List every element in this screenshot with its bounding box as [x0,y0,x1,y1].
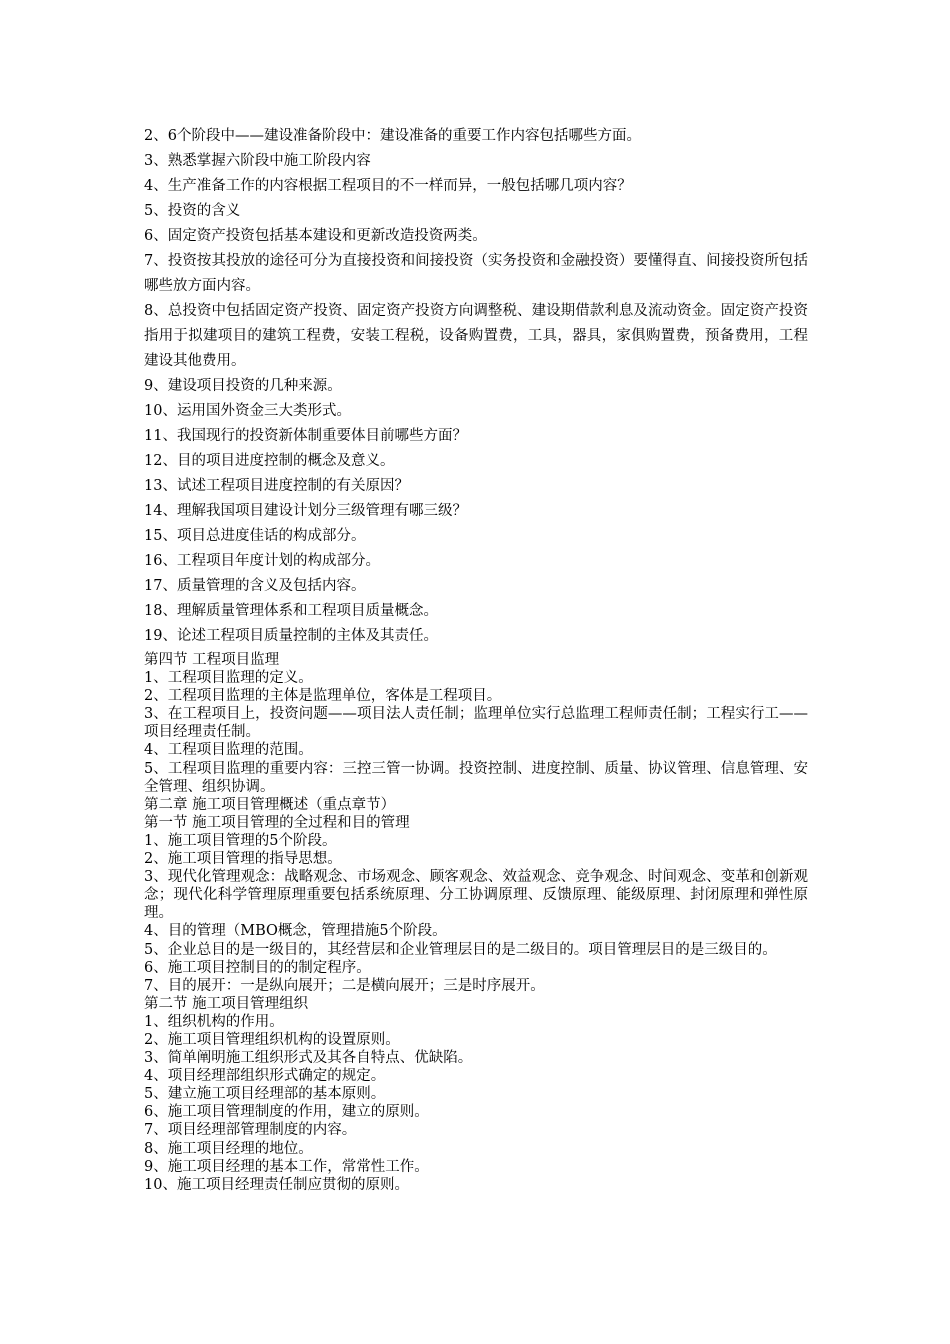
section-heading: 第二节 施工项目管理组织 [144,995,309,1012]
list-item: 17、质量管理的含义及包括内容。 [144,578,366,594]
list-item: 4、生产准备工作的内容根据工程项目的不一样而异，一般包括哪几项内容？ [144,178,632,194]
list-item: 6、施工项目控制目的的制定程序。 [144,959,371,976]
list-item: 8、施工项目经理的地位。 [144,1140,313,1157]
list-item: 5、投资的含义 [144,203,241,219]
section-heading: 第四节 工程项目监理 [144,652,280,668]
list-item: 4、项目经理部组织形式确定的规定。 [144,1068,386,1085]
list-item: 3、简单阐明施工组织形式及其各自特点、优缺陷。 [144,1050,473,1067]
list-item: 9、施工项目经理的基本工作，常常性工作。 [144,1158,429,1175]
list-item: 2、施工项目管理的指导思想。 [144,851,342,868]
list-item: 1、工程项目监理的定义。 [144,670,313,687]
list-item: 8、总投资中包括固定资产投资、固定资产投资方向调整税、建设期借款利息及流动资金。固定资产投资指用于拟建项目的建筑工程费，安装工程税，设备购置费，工具，器具，家俱购置费，预备费用，工程建设其他费用。 [144,303,808,369]
list-item: 5、企业总目的是一级目的，其经营层和企业管理层目的是二级目的。项目管理层目的是三级目的。 [144,941,777,958]
list-item: 1、施工项目管理的5个阶段。 [144,832,337,849]
list-item: 3、在工程项目上，投资问题——项目法人责任制；监理单位实行总监理工程师责任制；工程实行工——项目经理责任制。 [144,706,808,741]
list-item: 6、施工项目管理制度的作用，建立的原则。 [144,1104,429,1121]
list-item: 5、工程项目监理的重要内容：三控三管一协调。投资控制、进度控制、质量、协议管理、信息管理、安全管理、组织协调。 [144,760,808,795]
list-item: 2、工程项目监理的主体是监理单位，客体是工程项目。 [144,688,502,705]
list-item: 19、论述工程项目质量控制的主体及其责任。 [144,628,438,644]
list-item: 2、施工项目管理组织机构的设置原则。 [144,1031,400,1048]
compact-list [144,651,808,1194]
section-heading: 第一节 施工项目管理的全过程和目的管理 [144,814,410,831]
chapter-heading: 第二章 施工项目管理概述（重点章节） [144,796,396,813]
list-item: 3、熟悉掌握六阶段中施工阶段内容 [144,153,371,169]
list-item: 9、建设项目投资的几种来源。 [144,378,342,394]
list-item: 3、现代化管理观念：战略观念、市场观念、顾客观念、效益观念、竞争观念、时间观念、变革和创新观念；现代化科学管理原理重要包括系统原理、分工协调原理、反馈原理、能级原理、封闭原理和弹性原理。 [144,869,808,922]
list-item: 4、工程项目监理的范围。 [144,742,313,759]
list-item: 5、建立施工项目经理部的基本原则。 [144,1086,386,1103]
list-item: 15、项目总进度佳话的构成部分。 [144,528,366,544]
list-item: 12、目的项目进度控制的概念及意义。 [144,453,395,469]
list-item: 14、理解我国项目建设计划分三级管理有哪三级？ [144,503,467,519]
list-item: 4、目的管理（MBO概念，管理措施5个阶段。 [144,923,447,940]
list-item: 7、投资按其投放的途径可分为直接投资和间接投资（实务投资和金融投资）要懂得直、间接投资所包括哪些放方面内容。 [144,253,808,294]
list-item: 16、工程项目年度计划的构成部分。 [144,553,380,569]
list-item: 7、目的展开：一是纵向展开；二是横向展开；三是时序展开。 [144,977,545,994]
list-item: 10、施工项目经理责任制应贯彻的原则。 [144,1176,409,1193]
question-list [144,124,808,649]
list-item: 1、组织机构的作用。 [144,1013,284,1030]
list-item: 2、6个阶段中——建设准备阶段中：建设准备的重要工作内容包括哪些方面。 [144,128,641,144]
list-item: 13、试述工程项目进度控制的有关原因？ [144,478,409,494]
list-item: 10、运用国外资金三大类形式。 [144,403,351,419]
list-item: 7、项目经理部管理制度的内容。 [144,1122,357,1139]
list-item: 6、固定资产投资包括基本建设和更新改造投资两类。 [144,228,487,244]
list-item: 18、理解质量管理体系和工程项目质量概念。 [144,603,438,619]
list-item: 11、我国现行的投资新体制重要体目前哪些方面？ [144,428,467,444]
document-page [144,124,808,1194]
